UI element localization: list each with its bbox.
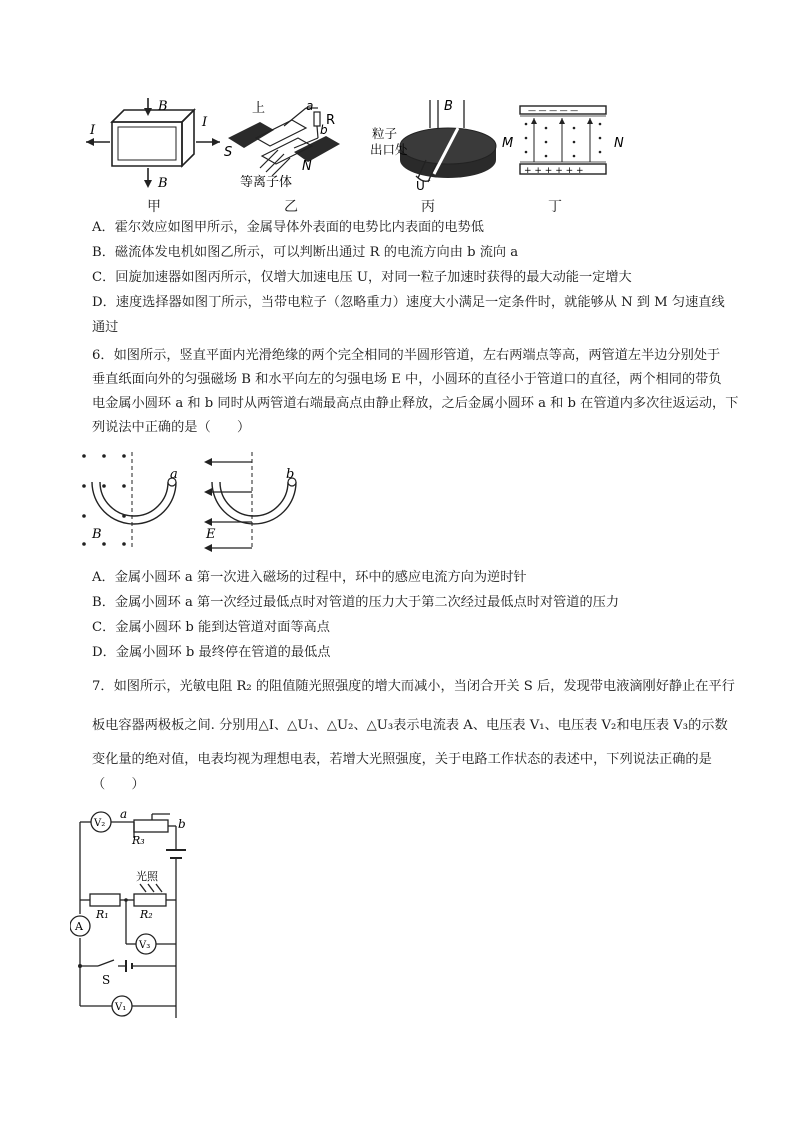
q6-option-c: C．金属小圆环 b 能到达管道对面等高点 (92, 620, 330, 635)
q7-V2-label: V₂ (94, 818, 106, 829)
q7-stem-line-3: 变化量的绝对值，电表均视为理想电表，若增大光照强度，关于电路工作状态的表述中，下列说法正确的是 (92, 752, 712, 767)
yi-R-label: R (326, 113, 336, 128)
yi-top-label: 上 (252, 101, 266, 116)
bing-U-label: U (416, 179, 425, 190)
q6-E-label: E (206, 527, 216, 542)
caption-bing: 丙 (421, 199, 435, 215)
jia-I-right-label: I (202, 115, 208, 130)
q6-stem-line-1: 6．如图所示，竖直平面内光滑绝缘的两个完全相同的半圆形管道，左右两端点等高，两管道左半边分别处于 (92, 348, 721, 363)
q5-option-c: C．回旋加速器如图丙所示，仅增大加速电压 U，对同一粒子加速时获得的最大动能一定增大 (92, 270, 632, 285)
q6-stem-line-3: 电金属小圆环 a 和 b 同时从两管道右端最高点由静止释放，之后金属小圆环 a 和 b 在管道内多次往返运动，下 (92, 396, 739, 411)
q6-a-label: a (170, 467, 178, 482)
figure-q7-circuit (70, 806, 200, 1020)
figure-yi-mhd-generator (222, 98, 360, 190)
q7-b-label: b (178, 817, 186, 831)
q7-V1-label: V₁ (115, 1002, 127, 1013)
q5-option-a: A．霍尔效应如图甲所示，金属导体外表面的电势比内表面的电势低 (92, 220, 484, 235)
figure-ding-velocity-selector (498, 98, 632, 190)
q7-V3-label: V₃ (139, 940, 151, 951)
q5-option-d: D．速度选择器如图丁所示，当带电粒子（忽略重力）速度大小满足一定条件时，就能够从 N 到 M 匀速直线 (92, 295, 725, 310)
bing-outlet-label-2: 出口处 (370, 142, 408, 157)
q7-stem-line-4: （ ） (92, 777, 145, 792)
caption-yi: 乙 (284, 199, 298, 215)
q7-R2-label: R₂ (140, 908, 153, 921)
ding-M-label: M (502, 136, 514, 151)
q6-stem-line-4: 列说法中正确的是（ ） (92, 420, 251, 435)
figure-bing-cyclotron (368, 98, 500, 190)
figure-jia-hall-effect (84, 96, 222, 192)
q7-S-label: S (102, 973, 111, 987)
caption-ding: 丁 (548, 199, 562, 215)
q6-b-label: b (286, 467, 295, 482)
caption-jia: 甲 (147, 199, 161, 215)
ding-N-label: N (614, 136, 624, 151)
jia-B-bottom-label: B (158, 176, 168, 191)
q6-stem-line-2: 垂直纸面向外的匀强磁场 B 和水平向左的匀强电场 E 中，小圆环的直径小于管道口的直径，两个相同的带负 (92, 372, 722, 387)
jia-I-left-label: I (90, 123, 96, 138)
q6-option-d: D．金属小圆环 b 最终停在管道的最低点 (92, 645, 331, 660)
q7-A-label: A (75, 920, 83, 933)
bing-outlet-label-1: 粒子 (372, 126, 398, 141)
q6-option-b: B．金属小圆环 a 第一次经过最低点时对管道的压力大于第二次经过最低点时对管道的压力 (92, 595, 620, 610)
q6-option-a: A．金属小圆环 a 第一次进入磁场的过程中，环中的感应电流方向为逆时针 (92, 570, 527, 585)
q5-option-b: B．磁流体发电机如图乙所示，可以判断出通过 R 的电流方向由 b 流向 a (92, 245, 519, 260)
figure-q6-semicircular-tubes (80, 452, 320, 552)
yi-plasma-label: 等离子体 (240, 175, 293, 190)
q7-light-label: 光照 (136, 870, 158, 883)
ding-top-plate-signs: — — — — — (528, 106, 579, 115)
q7-R3-label: R₃ (132, 834, 145, 847)
q6-B-label: B (92, 527, 102, 542)
yi-S-label: S (224, 145, 233, 160)
yi-N-label: N (302, 159, 312, 174)
q5-option-d-continued: 通过 (92, 320, 119, 335)
ding-bottom-plate-signs: + + + + + + (524, 166, 584, 176)
yi-a-label: a (306, 99, 314, 113)
q7-stem-line-2: 板电容器两极板之间. 分别用△I、△U₁、△U₂、△U₃表示电流表 A、电压表 V₁、电压表 V₂和电压表 V₃的示数 (92, 718, 728, 733)
yi-b-label: b (320, 123, 328, 137)
q7-stem-line-1: 7．如图所示，光敏电阻 R₂ 的阻值随光照强度的增大而减小，当闭合开关 S 后，发现带电液滴刚好静止在平行 (92, 679, 735, 694)
q7-a-label: a (120, 807, 128, 821)
q7-R1-label: R₁ (96, 908, 109, 921)
jia-B-top-label: B (158, 99, 168, 114)
bing-B-label: B (444, 99, 453, 114)
